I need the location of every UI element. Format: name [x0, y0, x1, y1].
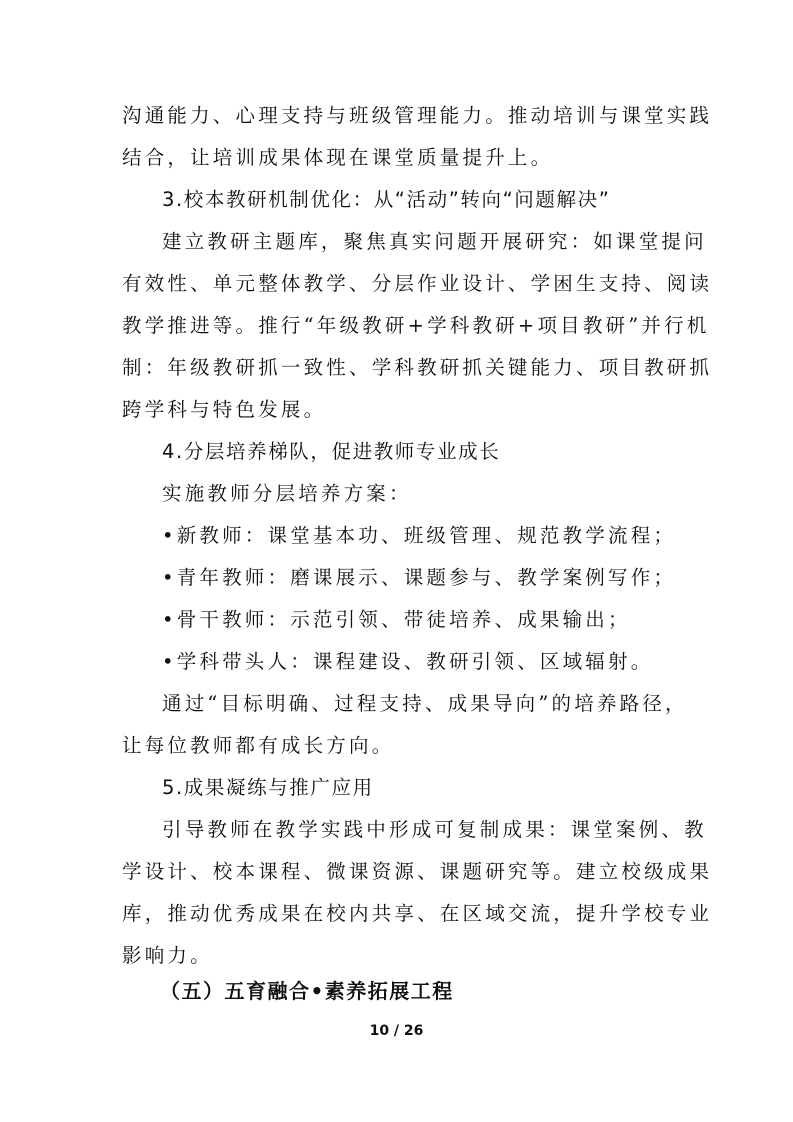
body-line: 让每位教师都有成长方向。	[122, 734, 395, 757]
page-number: 10 / 26	[369, 1023, 424, 1039]
body-line: 库，推动优秀成果在校内共享、在区域交流，提升学校专业	[122, 902, 713, 925]
body-line: 沟通能力、心理支持与班级管理能力。推动培训与课堂实践	[122, 104, 713, 127]
bullet-item: •青年教师：磨课展示、课题参与、教学案例写作；	[162, 566, 677, 589]
body-line: 实施教师分层培养方案：	[162, 482, 412, 505]
body-line: 学设计、校本课程、微课资源、课题研究等。建立校级成果	[122, 860, 713, 883]
subheading-3: 3.校本教研机制优化：从“活动”转向“问题解决”	[162, 188, 611, 211]
bullet-item: •学科带头人：课程建设、教研引领、区域辐射。	[162, 650, 654, 673]
section-heading: （五）五育融合•素养拓展工程	[160, 979, 454, 1003]
bullet-item: •新教师：课堂基本功、班级管理、规范教学流程；	[162, 524, 677, 547]
body-line: 教学推进等。推行“年级教研+学科教研+项目教研”并行机	[122, 314, 710, 337]
body-line: 结合，让培训成果体现在课堂质量提升上。	[122, 146, 554, 169]
body-line: 跨学科与特色发展。	[122, 398, 327, 421]
subheading-5: 5.成果凝练与推广应用	[162, 776, 374, 799]
bullet-item: •骨干教师：示范引领、带徒培养、成果输出；	[162, 608, 631, 631]
subheading-4: 4.分层培养梯队，促进教师专业成长	[162, 440, 501, 463]
body-line: 通过“目标明确、过程支持、成果导向”的培养路径，	[162, 692, 688, 715]
body-line: 有效性、单元整体教学、分层作业设计、学困生支持、阅读	[122, 272, 713, 295]
body-line: 建立教研主题库，聚焦真实问题开展研究：如课堂提问	[162, 230, 707, 253]
body-line: 制：年级教研抓一致性、学科教研抓关键能力、项目教研抓	[122, 356, 713, 379]
body-line: 影响力。	[122, 944, 213, 967]
body-line: 引导教师在教学实践中形成可复制成果：课堂案例、教	[162, 818, 707, 841]
